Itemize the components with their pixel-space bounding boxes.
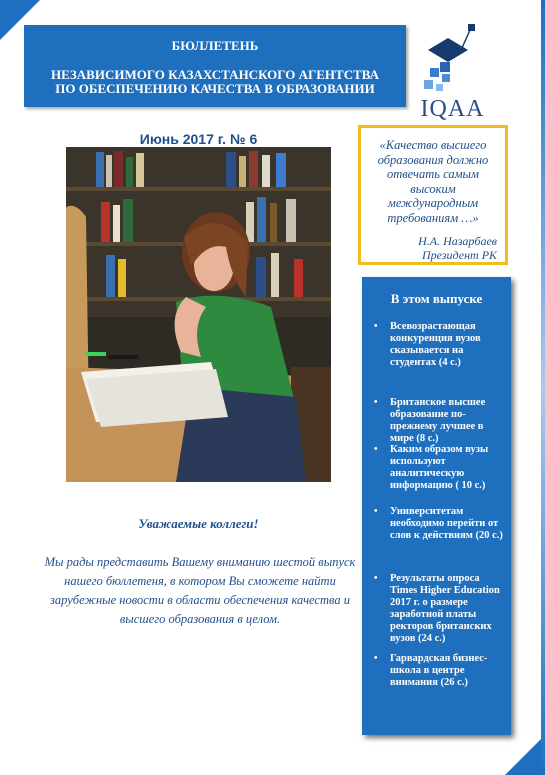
contents-item[interactable] [374, 397, 509, 445]
contents-item[interactable] [374, 653, 509, 689]
bullet-icon: • [374, 321, 378, 332]
graduation-cap-icon [410, 10, 495, 96]
quote-author-title: Президент РК [422, 248, 497, 262]
greeting: Уважаемые коллеги! [138, 516, 259, 531]
contents-item[interactable] [374, 573, 509, 645]
page-edge-accent [541, 0, 545, 775]
intro-paragraph: Мы рады представить Вашему вниманию шестой выпуск нашего бюллетеня, в котором Вы сможете найти зарубежные новости в области обеспечения качества и высшего образования в целом. [44, 555, 356, 626]
agency-name: НЕЗАВИСИМОГО КАЗАХСТАНСКОГО АГЕНТСТВА ПО ОБЕСПЕЧЕНИЮ КАЧЕСТВА В ОБРАЗОВАНИИ [50, 67, 380, 96]
bulletin-title: БЮЛЛЕТЕНЬ [171, 38, 259, 53]
bullet-icon: • [374, 506, 378, 517]
iqaa-logo [410, 10, 495, 120]
logo-text: IQAA [420, 96, 485, 122]
contents-item-text: Университетам необходимо перейти от слов к действиям (20 с.) [390, 506, 503, 541]
quote-box [358, 125, 508, 265]
issue-date: Июнь 2017 г. № 6 [139, 131, 258, 147]
quote-author-name: Н.А. Назарбаев [418, 234, 497, 248]
contents-item-text: Британское высшее образование по-прежнему лучшее в мире (8 с.) [390, 397, 486, 444]
contents-item-text: Гарвардская бизнес-школа в центре внимания (26 с.) [390, 653, 488, 688]
contents-item[interactable] [374, 444, 509, 492]
contents-item-text: Всевозрастающая конкуренция вузов сказывается на студентах (4 с.) [390, 321, 481, 368]
bullet-icon: • [374, 573, 378, 584]
bullet-icon: • [374, 444, 378, 455]
contents-item-text: Каким образом вузы используют аналитическую информацию ( 10 с.) [390, 444, 489, 491]
bullet-icon: • [374, 653, 378, 664]
issue-contents-sidebar [362, 277, 511, 735]
bulletin-header [24, 25, 406, 107]
contents-item[interactable] [374, 321, 509, 369]
cover-photo [66, 147, 331, 482]
sidebar-title: В этом выпуске [390, 291, 483, 306]
contents-item-text: Результаты опроса Times Higher Education 2017 г. о размере заработной платы ректоров британских вузов (24 с.) [390, 573, 500, 644]
quote-text: «Качество высшего образования должно отвечать самым высоким международным требованиям …» [377, 138, 489, 225]
bullet-icon: • [374, 397, 378, 408]
quote-author [418, 234, 497, 262]
corner-accent-bottom-right [505, 735, 545, 775]
contents-item[interactable] [374, 506, 509, 542]
